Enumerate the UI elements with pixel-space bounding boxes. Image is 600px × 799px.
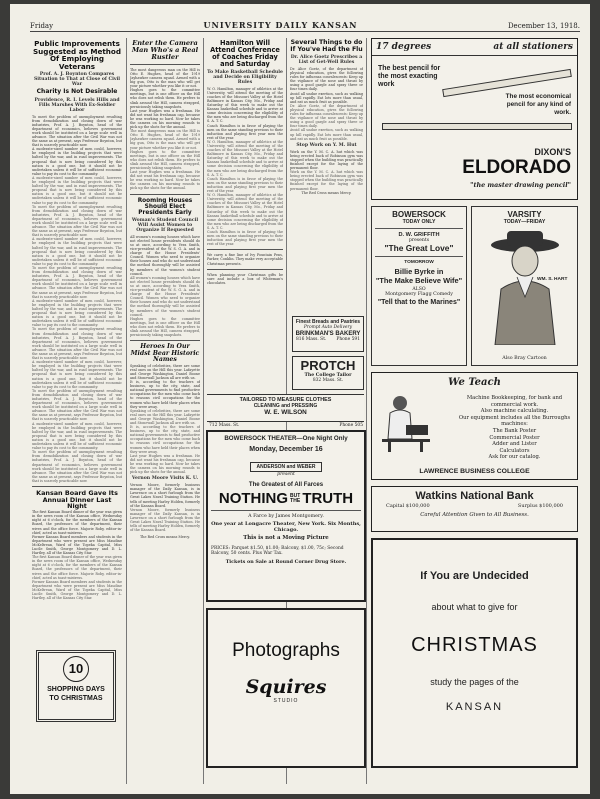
squires-photographs: Photographs <box>232 640 340 661</box>
business-item: Our equipment includes all the Burroughs machines: <box>458 414 571 428</box>
masthead-day: Friday <box>30 22 54 30</box>
xmas-line-3: CHRISTMAS <box>411 634 538 656</box>
article-paragraph: Last year Hughes was a freshman. He did not want his freshman cap, because he was working so hard. Now he takes the camera on his morning rounds to pick up the shots for the annual. <box>130 108 200 130</box>
bowersock-film-2: "The Make Believe Wife" <box>375 276 463 285</box>
article-paragraph: The most dangerous man on the Hill is Otto E. Hughes, head of the 1919 Jayhawker camera squad. Armed with a big gun, Otto is the man who will get your picture whether you like it or not. <box>130 67 200 89</box>
theater-tagline: The Greatest of All Farces <box>248 482 324 488</box>
theater-prices: PRICES: Parquet $1.50, $1.00; Balcony, $1.00, 75c; Second Balcony, 50 cents. Plus War Tax. <box>211 546 344 556</box>
wilson-ad <box>207 394 364 422</box>
varsity-name: VARSITY <box>507 210 542 219</box>
business-head: We Teach <box>448 377 501 388</box>
xmas-line-2: about what to give for <box>431 602 518 612</box>
article-paragraph: To meet the problem of unemployment resulting from demobilization and closing down of war industries, Prof. A. J. Boynton, head of the department of economics, believes government work should be instituted on a large scale well in advance. The situation after the Civil War was not the same as at present, says Professor Boynton, but that is scarcely practicable now. <box>32 114 122 148</box>
article-paragraph: A moderate-sized number of men could, however, be employed in the building projects that were halted by the war, and in road improvements. The proposal that is now being considered by this nation is a good one, but it should not be undertaken unless it will be of sufficient economic value to pay its cost to the community. <box>32 421 122 451</box>
article-paragraph: A moderate-sized number of men could, however, be employed in the building projects that were halted by the war, and in road improvements. The proposal that is now being considered by this nation is a good one, but it should not be undertaken unless it will be of sufficient economic value to pay its cost to the community. <box>32 360 122 389</box>
christmas-kansan-ad <box>371 538 578 768</box>
article-headline: Heroes In Our Midst Bear Historic Names <box>130 343 200 364</box>
dixon-ad <box>371 38 578 200</box>
protch-address: 832 Mass. St. <box>312 378 344 383</box>
business-item: Machine Bookkeeping, for bank and commercial work. <box>466 395 563 408</box>
article-headline: Enter the Camera Man Who's a Real Rustler <box>131 39 199 61</box>
varsity-ad <box>471 206 578 366</box>
article-paragraph: W. O. Hamilton, manager of athletics at the University, will attend the meeting of the coaches of the Missouri Valley at the Hotel Baltimore in Kansas City, Mo., Friday and Saturday of this week to make out the Kansas basketball schedule and to arrive at some decision concerning the eligibility of the men who are being discharged from the S. A. T. C. <box>207 86 283 124</box>
article-headline: Kansan Board Gave Its Annual Dinner Last Night <box>36 488 118 511</box>
theater-title-word-1: NOTHING <box>218 490 289 507</box>
theater-ad <box>206 430 366 602</box>
squires-studio: STUDIO <box>273 698 299 704</box>
pencil-icon <box>382 123 572 130</box>
column-divider <box>126 38 127 784</box>
article-headline: Hamilton Will Attend Conference of Coaches Friday and Saturday <box>210 39 280 68</box>
masthead-title: UNIVERSITY DAILY KANSAN <box>203 20 358 30</box>
wilson-name: W. E. WILSON <box>264 409 307 416</box>
theater-date: Monday, December 16 <box>249 446 323 453</box>
article-paragraph: All women's rooming houses which have not elected house presidents should do so at once, according to Vera Smith, vice-president of the W. S. G. A. and in charge of the House Presidents' Council. Women who need to organize their houses and who do not understand the method thoroughly will be assisted by members of the women's student council. <box>130 275 200 317</box>
article-paragraph: Hughes goes to the committee meetings, but is one officer on the Hill who does not relish them. He prefers to slink around the Hill, camera strapped, perniciously taking snapshots. <box>130 316 200 338</box>
article-paragraph: Coach Hamilton is in favor of playing the men on the same standing previous to their induction and playing first year men the rest of the year. <box>207 229 283 247</box>
theater-title-word-4: TRUTH <box>302 490 354 507</box>
theater-farce: A Farce by James Montgomery. <box>248 514 324 519</box>
wilson-line-1: TAILORED TO MEASURE CLOTHES <box>239 397 332 403</box>
dixon-best: The best pencil for the most exacting work <box>378 65 441 88</box>
masthead-date: December 13, 1918. <box>507 22 580 30</box>
article-headline: Charity Is Not Desirable <box>36 88 118 96</box>
article-paragraph: W. O. Hamilton, manager of athletics at the University, will attend the meeting of the coaches of the Missouri Valley at the Hotel Baltimore in Kansas City, Mo., Friday and Saturday of this week to make out the Kansas basketball schedule and to arrive at some decision concerning the eligibility of the men who are being discharged from the S. A. T. C. <box>207 193 283 230</box>
protch-name: PROTCH <box>300 358 356 373</box>
article-paragraph: To meet the problem of unemployment resulting from demobilization and closing down of war industries, Prof. A. J. Boynton, head of the department of economics, believes government work should be instituted on a large scale well in advance. The situation after the Civil War was not the same as at present, says Professor Boynton, but that is scarcely practicable now. <box>32 450 122 483</box>
article-paragraph: W. O. Hamilton, manager of athletics at the University, will attend the meeting of the coaches of the Missouri Valley at the Hotel Baltimore in Kansas City, Mo., Friday and Saturday of this week to make out the Kansas basketball schedule and to arrive at some decision concerning the eligibility of the men who are being discharged from the S. A. T. C. <box>207 139 283 177</box>
article-paragraph: The first Kansan Board dinner of the year was given in the news room of the Kansan office, Wednesday night at 6 o'clock, for the members of the Kansan Board, the professors of the department, their wives and the office force. Majorie Roby, editor-in-chief, acted as toast-mistress. <box>32 510 122 535</box>
varsity-day: TODAY—FRIDAY <box>503 219 546 225</box>
article-paragraph: Avoid all undue exertion, such as walking up hill rapidly. Eat lots more than usual, and eat as much fruit as possible. <box>290 128 363 141</box>
badge-number: 10 <box>63 656 89 682</box>
masthead <box>30 18 580 32</box>
article-paragraph: Speaking of celebrities, there are some real ones on the Hill this year. Lafayette and George Washington, Daniel Boone and Stonewall Jackson all are with us. <box>130 408 200 425</box>
varsity-actor: WM. S. HART <box>537 277 568 282</box>
article-paragraph: Vernon Moore, formerly business manager of the Daily Kansan, is in Lawrence on a short furlough from the Great Lakes Naval Training Station. He tells of meeting Harley Holden, formerly of the Kansan Board. <box>130 483 200 508</box>
business-item: Adder and Lister <box>492 441 537 448</box>
typist-icon <box>380 391 432 453</box>
article-paragraph: Hughes goes to the committee meetings, but is one officer on the Hill who does not relish them. He prefers to slink around the Hill, camera strapped, perniciously taking snapshots. <box>130 149 200 171</box>
theater-title-word-2: BUT <box>290 492 301 499</box>
article-subhead: To Make Basketball Schedule and Decide on Eligibility Rules <box>207 69 283 85</box>
wilson-address: 712 Mass. St. <box>209 423 240 428</box>
newspaper-page <box>10 4 590 794</box>
article-paragraph: A moderate-sized number of men could, however, be employed in the building projects that were halted by the war, and in road improvements. The proposal that is now being considered by this nation is a good one, but it should not be undertaken unless it will be of sufficient economic value to pay its cost to the community. <box>32 237 122 266</box>
article-subhead: Providence, R. I. Levels Hills and Fills Marshes With Ex-Soldier Labor <box>34 97 120 113</box>
badge-line-2: TO CHRISTMAS <box>49 695 103 702</box>
article-paragraph: We carry a fine line of Ivy Fountain Pens, Parker, Conklin. They make very acceptable Christmas presents. <box>207 253 283 266</box>
article-subhead: Prof. A. J. Boynton Compares Situation to That at Close of Civil War <box>33 72 121 88</box>
squires-name: Squires <box>245 676 327 698</box>
article-paragraph: The first Kansan Board dinner of the year was given in the news room of the Kansan office, Wednesday night at 6 o'clock, for the members of the Kansan Board, the professors of the department, their wives and the office force. Majorie Roby, editor-in-chief, acted as toast-mistress. <box>32 555 122 580</box>
protch-tagline: The College Tailor <box>304 373 352 378</box>
bowersock-comedy: Montgomery Flagg Comedy <box>385 292 453 297</box>
column-divider <box>366 38 367 784</box>
bakery-name: BRINKMAN'S BAKERY <box>295 331 361 337</box>
article-paragraph: A moderate-sized number of men could, however, be employed in the building projects that were halted by the war, and in road improvements. The proposal that is now being considered by this nation is a good one, but it should not be undertaken unless it will be of sufficient economic value to pay its cost to the community. <box>32 298 122 328</box>
business-item: Also machine calculating. <box>480 408 549 415</box>
article-paragraph: Last year Hughes was a freshman. He did not want his freshman cap, because he was working so hard. Now he takes the camera on his morning rounds to pick up the shots for the annual. <box>130 170 200 191</box>
business-item: The Bank Poster <box>492 427 537 434</box>
wilson-phone: Phone 505 <box>339 423 363 428</box>
business-item: Ask for our catalog. <box>488 454 541 461</box>
theater-run: One year at Longacre Theater, New York. Six Months, Chicago. <box>211 521 361 533</box>
dixon-stationers: at all stationers <box>493 42 573 52</box>
theater-present: present <box>277 472 295 477</box>
watkins-foot: Careful Attention Given to All Business. <box>420 512 529 518</box>
theater-tickets: Tickets on Sale at Round Corner Drug Store. <box>225 559 347 565</box>
varsity-also: Also Bray Cartoon <box>502 356 547 361</box>
bakery-ad <box>292 316 364 352</box>
watkins-capital: Capital $100,000 <box>386 503 430 509</box>
xmas-line-1: If You are Undecided <box>420 570 529 582</box>
bowersock-producer: D. W. GRIFFITH <box>398 232 440 238</box>
article-paragraph: To meet the problem of unemployment resulting from demobilization and closing down of war industries, Prof. A. J. Boynton, head of the department of economics, believes government work should be instituted on a large scale well in advance. The situation after the Civil War was not the same as at present, says Professor Boynton, but that is scarcely practicable now. <box>32 388 122 422</box>
xmas-line-5: KANSAN <box>445 701 504 713</box>
shopping-days-badge <box>36 650 116 722</box>
business-item: Calculators <box>499 447 530 454</box>
business-item: Commercial Poster <box>489 434 540 441</box>
dixon-brand: DIXON'S <box>534 147 571 157</box>
article-paragraph: To meet the problem of unemployment resulting from demobilization and closing down of war industries, Prof. A. J. Boynton, head of the department of economics, believes government work should be instituted on a large scale well in advance. The situation after the Civil War was not the same as at present, says Professor Boynton, but that is scarcely practicable now. <box>32 266 122 299</box>
article-paragraph: Work on the Y. M. C. A. hut which was being erected back of Robinson gym was stopped when the building was practically finished except for the laying of the permanent floor. <box>290 170 363 191</box>
article-paragraph: A moderate-sized number of men could, however, be employed in the building projects that were halted by the war, and in road improvements. The proposal that is now being considered by this nation is a good one, but it should not be undertaken unless it will be of sufficient economic value to pay its cost to the community. <box>32 147 122 176</box>
xmas-line-4: study the pages of the <box>430 677 519 687</box>
article-paragraph: Work on the Y. M. C. A. hut which was being erected back of Robinson gym was stopped when the building was practically finished except for the laying of the permanent floor. <box>290 149 363 171</box>
bowersock-name: BOWERSOCK <box>392 210 446 219</box>
watkins-surplus: Surplus $100,000 <box>517 503 563 509</box>
bakery-line-1: Finest Breads and Pastries <box>295 319 361 325</box>
watkins-name: Watkins National Bank <box>415 490 534 502</box>
bakery-line-2: Prompt Auto Delivery <box>303 325 353 330</box>
article-paragraph: Vernon Moore, formerly business manager of the Daily Kansan, is in Lawrence on a short furlough from the Great Lakes Naval Training Station. He tells of meeting Harley Holden, formerly of the Kansan Board. <box>130 507 200 533</box>
article-paragraph: Speaking of celebrities, there are some real ones on the Hill this year. Lafayette and George Washington, Daniel Boone and Stonewall Jackson all are with us. <box>130 363 200 380</box>
article-headline: Public Improvements Suggested as Method Of Employing Veterans <box>33 39 121 71</box>
bowersock-ad <box>371 206 467 366</box>
article-subhead: Stop Work on Y. M. Hut <box>296 142 357 148</box>
article-subhead: Vernon Moore Visits K. U. <box>131 476 199 482</box>
article-headline: Rooming Houses Should Elect Presidents Early <box>137 197 193 216</box>
article-paragraph: The Red Cross means Mercy. <box>140 535 190 540</box>
bowersock-comedy-title: "Tell that to the Marines" <box>377 299 461 306</box>
bowersock-film-1: "The Great Love" <box>384 243 454 253</box>
bakery-address: 816 Mass. St. <box>296 337 327 342</box>
dixon-degrees: 17 degrees <box>376 42 432 52</box>
article-paragraph: It is, according to the teachers of business, up to the city, state, and national governments to find productive occupations for the men who come back to reasons civil occupations for the women who have held their places when they were away. <box>130 425 200 454</box>
article-subhead: Woman's Student Council Will Assist Women to Organize If Requested <box>131 217 199 233</box>
bowersock-also: ALSO <box>412 287 426 292</box>
article-paragraph: Dr. Alice Goetz, of the department of physical education, gives the following rules for influenza convalescents: Keep up the vigilance of the nose and throat by using a good gargle and spray three or four times daily. <box>290 103 363 129</box>
dixon-tagline: "the master drawing pencil" <box>470 181 571 189</box>
actor-portrait-icon <box>481 227 569 345</box>
bowersock-presents: presents <box>408 238 430 243</box>
article-paragraph: The Red Cross means Mercy. <box>301 190 352 195</box>
business-name: LAWRENCE BUSINESS COLLEGE <box>419 468 530 475</box>
dixon-economical: The most economical pencil for any kind of work. <box>505 93 571 116</box>
column-divider <box>203 38 204 784</box>
article-paragraph: All women's rooming houses which have not elected house presidents should do so at once, according to Vera Smith, vice-president of the W. S. G. A. and in charge of the House Presidents' Council. Women who need to organize their houses and who do not understand the method thoroughly will be assisted by members of the women's student council. <box>130 234 200 276</box>
article-paragraph: It is, according to the teachers of business, up to the city, state, and national governments to find productive occupations for the men who come back to reasons civil occupations for the women who have held their places when they were away. <box>130 380 200 409</box>
article-paragraph: Coach Hamilton is in favor of playing the men on the same standing previous to their induction and playing first year men the rest of the year. <box>207 176 283 194</box>
article-paragraph: Avoid all undue exertion, such as walking up hill rapidly. Eat lots more than usual, and eat as much fruit as possible. <box>290 91 363 104</box>
badge-line-1: SHOPPING DAYS <box>47 686 105 693</box>
article-subhead: Dr. Alice Goetz Prescribes a List of Get-Well Rules <box>290 55 363 65</box>
article-paragraph: When planning your Christmas gifts be sure and include a box of Whiteman's chocolates. <box>207 272 283 285</box>
theater-title-word-3: THE <box>290 497 301 504</box>
article-paragraph: Former Kansan Board members and students in the department who were present are Miss Maudine McKeltrean, Ward of the Topeka Capital, Miss Lucile Smith, George Montgomery and D. L. Hartley, all of the Kansas City Star. <box>32 534 122 556</box>
article-paragraph: A moderate-sized number of men could, however, be employed in the building projects that were halted by the war, and in road improvements. The proposal that is now being considered by this nation is a good one, but it should not be undertaken unless it will be of sufficient economic value to pay its cost to the community. <box>32 175 122 205</box>
article-paragraph: Coach Hamilton is in favor of playing the men on the same standing previous to their induction and playing first year men the rest of the year. <box>207 123 283 140</box>
theater-not-movie: This is not a Moving Picture <box>243 535 329 541</box>
bowersock-star: Billie Byrke in <box>394 267 444 276</box>
theater-producers: ANDERSON and WEBER <box>250 462 323 472</box>
article-paragraph: Last year Hughes was a freshman. He did not want his freshman cap, because he was working so hard. Now he takes the camera on his morning rounds to pick up the shots for the annual. <box>130 453 200 475</box>
bowersock-day: TODAY ONLY <box>402 219 436 225</box>
theater-head: BOWERSOCK THEATER—One Night Only <box>224 435 348 442</box>
article-paragraph: Former Kansan Board members and students in the department who were present are Miss Maudine McKeltrean, Ward of the Topeka Capital, Miss Lucile Smith, George Montgomery and D. L. Hartley, all of the Kansas City Star. <box>32 579 122 601</box>
watkins-bank-ad <box>371 486 578 532</box>
article-paragraph: Hughes goes to the committee meetings, but is one officer on the Hill who does not relish them. He prefers to slink around the Hill, camera strapped, perniciously taking snapshots. <box>130 88 200 109</box>
article-paragraph: To meet the problem of unemployment resulting from demobilization and closing down of war industries, Prof. A. J. Boynton, head of the department of economics, believes government work should be instituted on a large scale well in advance. The situation after the Civil War was not the same as at present, says Professor Boynton, but that is scarcely practicable now. <box>32 204 122 238</box>
column-3 <box>207 38 283 418</box>
column-2 <box>130 38 200 786</box>
article-paragraph: The most dangerous man on the Hill is Otto E. Hughes, head of the 1919 Jayhawker camera squad. Armed with a big gun, Otto is the man who will get your picture whether you like it or not. <box>130 129 200 150</box>
bowersock-tomorrow: TOMORROW <box>404 260 434 265</box>
dixon-eldorado: ELDORADO <box>462 157 571 178</box>
squires-ad <box>206 608 366 768</box>
wilson-line-2: CLEANING and PRESSING <box>253 403 318 409</box>
business-college-ad <box>371 372 578 480</box>
article-headline: Several Things to do If You've Had the Flu <box>290 39 363 53</box>
article-paragraph: To meet the problem of unemployment resulting from demobilization and closing down of war industries, Prof. A. J. Boynton, head of the department of economics, believes government work should be instituted on a large scale well in advance. The situation after the Civil War was not the same as at present, says Professor Boynton, but that is scarcely practicable now. <box>32 327 122 361</box>
protch-ad <box>292 356 364 390</box>
article-paragraph: Dr. Alice Goetz, of the department of physical education, gives the following rules for influenza convalescents: Keep up the vigilance of the nose and throat by using a good gargle and spray three or four times daily. <box>290 67 363 92</box>
bakery-phone: Phone 591 <box>336 337 360 342</box>
